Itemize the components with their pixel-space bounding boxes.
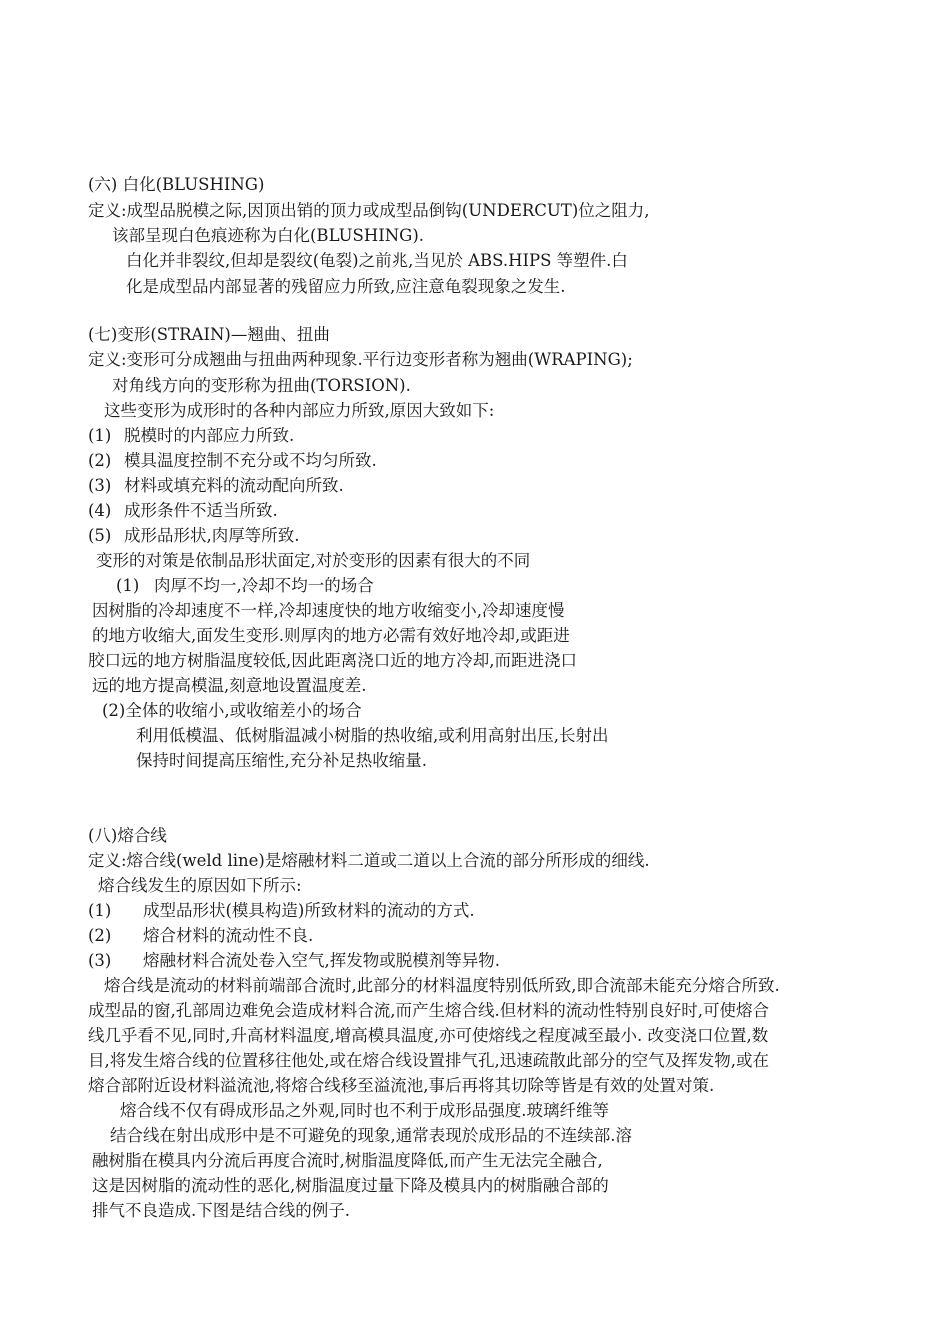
list-number: (4): [88, 501, 112, 520]
case-title: 肉厚不均一,冷却不均一的场合: [154, 576, 374, 595]
list-number: (2): [88, 451, 112, 470]
intro-line: 这些变形为成形时的各种内部应力所致,原因大致如下:: [104, 401, 495, 420]
body-line: 的地方收缩大,面发生变形.则厚肉的地方必需有效好地冷却,或距进: [92, 626, 570, 645]
body-line: 利用低模温、低树脂温减小树脂的热收缩,或利用高射出压,长射出: [136, 726, 609, 745]
intro-line: 熔合线发生的原因如下所示:: [98, 876, 302, 895]
paragraph-line: 融树脂在模具内分流后再度合流时,树脂温度降低,而产生无法完全融合,: [92, 1151, 603, 1170]
list-number: (2): [88, 926, 112, 945]
list-text: 成形品形状,肉厚等所致.: [124, 526, 300, 545]
section-heading-weld-line: (八)熔合线: [88, 826, 167, 845]
list-number: (3): [88, 476, 112, 495]
definition-line: 定义:熔合线(weld line)是熔融材料二道或二道以上合流的部分所形成的细线.: [88, 851, 650, 870]
definition-line: 对角线方向的变形称为扭曲(TORSION).: [112, 376, 411, 395]
list-text: 脱模时的内部应力所致.: [124, 426, 295, 445]
note-line: 化是成型品内部显著的残留应力所致,应注意龟裂现象之发生.: [126, 277, 566, 296]
list-item: [88, 424, 294, 448]
body-line: 胶口远的地方树脂温度较低,因此距离浇口近的地方冷却,而距进浇口: [88, 651, 577, 670]
list-item: [88, 449, 377, 473]
list-item: [88, 924, 313, 948]
list-number: (3): [88, 951, 112, 970]
paragraph-line: 结合线在射出成形中是不可避免的现象,通常表现於成形品的不连续部.溶: [110, 1126, 632, 1145]
list-item: [88, 474, 344, 498]
list-text: 模具温度控制不充分或不均匀所致.: [124, 451, 377, 470]
case-heading: [116, 574, 374, 598]
body-line: 因树脂的冷却速度不一样,冷却速度快的地方收缩变小,冷却速度慢: [92, 601, 565, 620]
list-text: 成型品形状(模具构造)所致材料的流动的方式.: [143, 901, 475, 920]
body-line: 保持时间提高压缩性,充分补足热收缩量.: [136, 751, 427, 770]
list-text: 成形条件不适当所致.: [124, 501, 278, 520]
case-number: (1): [116, 576, 140, 595]
section-heading-strain: (七)变形(STRAIN)—翘曲、扭曲: [88, 325, 330, 344]
list-text: 熔融材料合流处卷入空气,挥发物或脱模剂等异物.: [143, 951, 500, 970]
list-item: [88, 524, 300, 548]
list-number: (1): [88, 426, 112, 445]
case-heading: (2)全体的收缩小,或收缩差小的场合: [102, 701, 362, 720]
paragraph-line: 成型品的窗,孔部周边难免会造成材料合流,而产生熔合线.但材料的流动性特别良好时,可使熔合: [88, 1001, 769, 1020]
paragraph-line: 这是因树脂的流动性的恶化,树脂温度过量下降及模具内的树脂融合部的: [92, 1176, 609, 1195]
measure-line: 变形的对策是依制品形状面定,对於变形的因素有很大的不同: [96, 551, 531, 570]
paragraph-line: 排气不良造成.下图是结合线的例子.: [92, 1201, 350, 1220]
definition-line: 定义:变形可分成翘曲与扭曲两种现象.平行边变形者称为翘曲(WRAPING);: [88, 350, 633, 369]
paragraph-line: 熔合线不仅有碍成形品之外观,同时也不利于成形品强度.玻璃纤维等: [120, 1101, 609, 1120]
list-number: (5): [88, 526, 112, 545]
list-item: [88, 499, 278, 523]
definition-line: 定义:成型品脱模之际,因顶出销的顶力或成型品倒钩(UNDERCUT)位之阻力,: [88, 201, 650, 220]
paragraph-line: 目,将发生熔合线的位置移往他处,或在熔合线设置排气孔,迅速疏散此部分的空气及挥发物,或在: [88, 1051, 769, 1070]
list-number: (1): [88, 901, 112, 920]
section-heading-blushing: (六) 白化(BLUSHING): [88, 175, 265, 194]
definition-line: 该部呈现白色痕迹称为白化(BLUSHING).: [112, 226, 425, 245]
list-item: [88, 949, 500, 973]
paragraph-line: 熔合部附近设材料溢流池,将熔合线移至溢流池,事后再将其切除等皆是有效的处置对策.: [88, 1076, 715, 1095]
list-text: 材料或填充料的流动配向所致.: [124, 476, 344, 495]
list-text: 熔合材料的流动性不良.: [143, 926, 314, 945]
body-line: 远的地方提高模温,刻意地设置温度差.: [92, 676, 367, 695]
list-item: [88, 899, 475, 923]
paragraph-line: 熔合线是流动的材料前端部合流时,此部分的材料温度特别低所致,即合流部未能充分熔合所致.: [104, 976, 780, 995]
paragraph-line: 线几乎看不见,同时,升高材料温度,增高模具温度,亦可使熔线之程度减至最小. 改变浇口位置,数: [88, 1026, 769, 1045]
note-line: 白化并非裂纹,但却是裂纹(龟裂)之前兆,当见於 ABS.HIPS 等塑件.白: [126, 251, 628, 270]
